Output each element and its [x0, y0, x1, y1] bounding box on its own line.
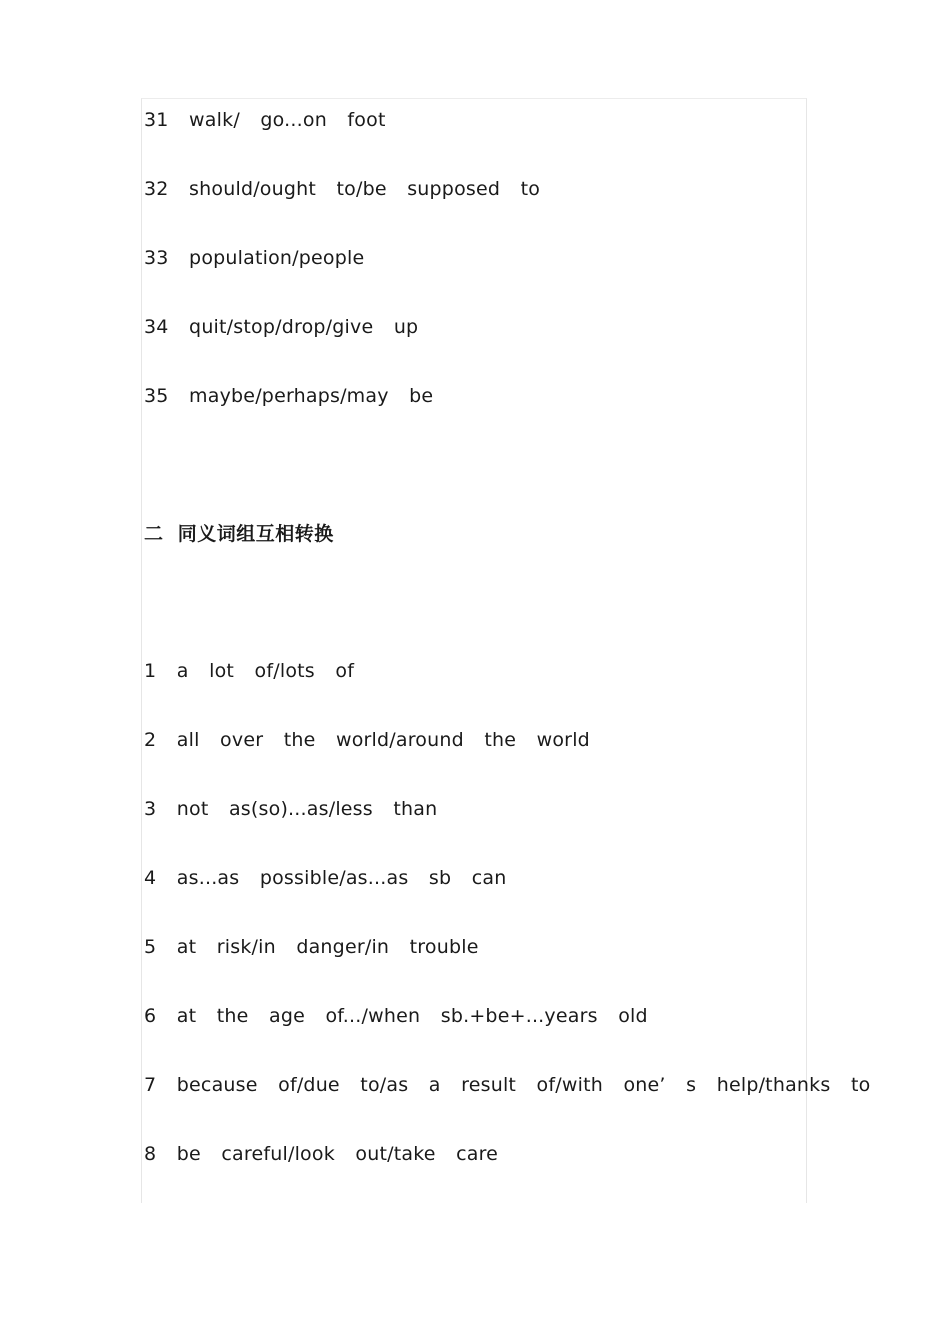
list-item: 31 walk/ go...on foot — [144, 109, 386, 131]
list-item: 33 population/people — [144, 247, 365, 269]
list-item: 34 quit/stop/drop/give up — [144, 316, 419, 338]
list-item: 5 at risk/in danger/in trouble — [144, 936, 479, 958]
list-item: 4 as...as possible/as...as sb can — [144, 867, 507, 889]
list-item: 6 at the age of.../when sb.+be+...years old — [144, 1005, 648, 1027]
list-item: 1 a lot of/lots of — [144, 660, 355, 682]
list-item: 7 because of/due to/as a result of/with one’ s help/thanks to — [144, 1074, 871, 1096]
list-item: 35 maybe/perhaps/may be — [144, 385, 434, 407]
list-item: 3 not as(so)...as/less than — [144, 798, 438, 820]
list-item: 32 should/ought to/be supposed to — [144, 178, 541, 200]
section-heading: 二 同义词组互相转换 — [144, 523, 334, 545]
list-item: 2 all over the world/around the world — [144, 729, 590, 751]
list-item: 8 be careful/look out/take care — [144, 1143, 499, 1165]
